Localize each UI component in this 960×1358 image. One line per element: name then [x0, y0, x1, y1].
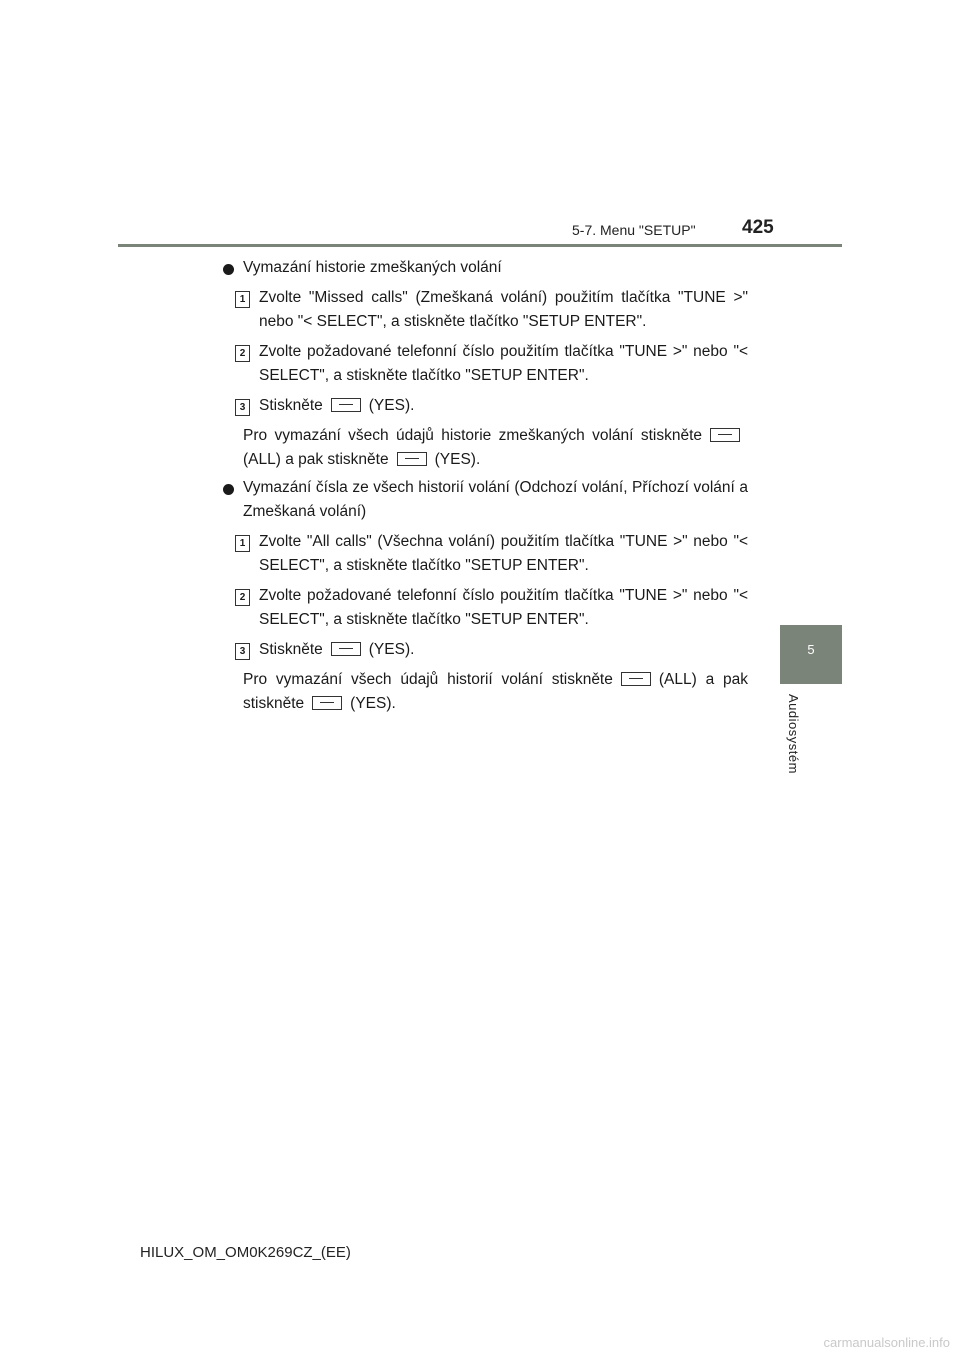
step-item: [222, 286, 748, 334]
step-text: [259, 638, 748, 662]
screen-button-icon: [621, 672, 651, 686]
step-text: Zvolte "Missed calls" (Zmeškaná volání) použitím tlačítka "TUNE >" nebo "< SELECT", a stiskněte tlačítko "SETUP ENTER".: [259, 289, 748, 330]
step-number: 1: [235, 291, 250, 308]
chapter-tab: [780, 625, 842, 684]
step-item: [222, 584, 748, 632]
step-text: [259, 394, 748, 418]
note-text: [222, 668, 748, 716]
step-text-part: Stiskněte: [259, 641, 323, 658]
step-text-part: (YES).: [368, 397, 415, 414]
note-text-part: (ALL) a pak stiskněte: [243, 451, 389, 468]
screen-button-icon: [331, 398, 361, 412]
page-number: 425: [742, 217, 774, 238]
bullet-title: Vymazání historie zmeškaných volání: [243, 259, 502, 276]
watermark: carmanualsonline.info: [823, 1335, 950, 1350]
screen-button-icon: [397, 452, 427, 466]
content: [222, 252, 748, 716]
step-number: 2: [235, 589, 250, 606]
screen-button-icon: [331, 642, 361, 656]
step-item: [222, 394, 748, 418]
bullet-item: [222, 256, 748, 280]
note-text-part: (ALL) a pak stiskněte: [243, 671, 748, 712]
note-text-part: Pro vymazání všech údajů historií volání stiskněte: [243, 671, 613, 688]
document-code: HILUX_OM_OM0K269CZ_(EE): [140, 1244, 351, 1261]
step-item: [222, 638, 748, 662]
header-rule: [118, 244, 842, 247]
step-text: Zvolte požadované telefonní číslo použitím tlačítka "TUNE >" nebo "< SELECT", a stiskněte tlačítko "SETUP ENTER".: [259, 587, 748, 628]
bullet-dot-icon: [223, 484, 234, 495]
bullet-dot-icon: [223, 264, 234, 275]
step-item: [222, 340, 748, 388]
screen-button-icon: [710, 428, 740, 442]
step-number: 3: [235, 399, 250, 416]
step-text: Zvolte "All calls" (Všechna volání) použitím tlačítka "TUNE >" nebo "< SELECT", a stiskněte tlačítko "SETUP ENTER".: [259, 533, 748, 574]
step-number: 2: [235, 345, 250, 362]
header-section-title: 5-7. Menu "SETUP": [572, 222, 696, 238]
step-text-part: Stiskněte: [259, 397, 323, 414]
step-text-part: (YES).: [368, 641, 415, 658]
note-text-part: (YES).: [434, 451, 481, 468]
note-text-part: (YES).: [350, 695, 396, 712]
bullet-title: Vymazání čísla ze všech historií volání (Odchozí volání, Příchozí volání a Zmeškaná volání): [243, 479, 748, 520]
note-text-part: Pro vymazání všech údajů historie zmeškaných volání stiskněte: [243, 427, 702, 444]
chapter-tab-number: 5: [807, 642, 815, 657]
chapter-tab-label: Audiosystém: [786, 694, 801, 774]
step-number: 3: [235, 643, 250, 660]
bullet-item: [222, 476, 748, 524]
step-number: 1: [235, 535, 250, 552]
step-item: [222, 530, 748, 578]
step-text: Zvolte požadované telefonní číslo použitím tlačítka "TUNE >" nebo "< SELECT", a stiskněte tlačítko "SETUP ENTER".: [259, 343, 748, 384]
screen-button-icon: [312, 696, 342, 710]
note-text: [222, 424, 748, 472]
